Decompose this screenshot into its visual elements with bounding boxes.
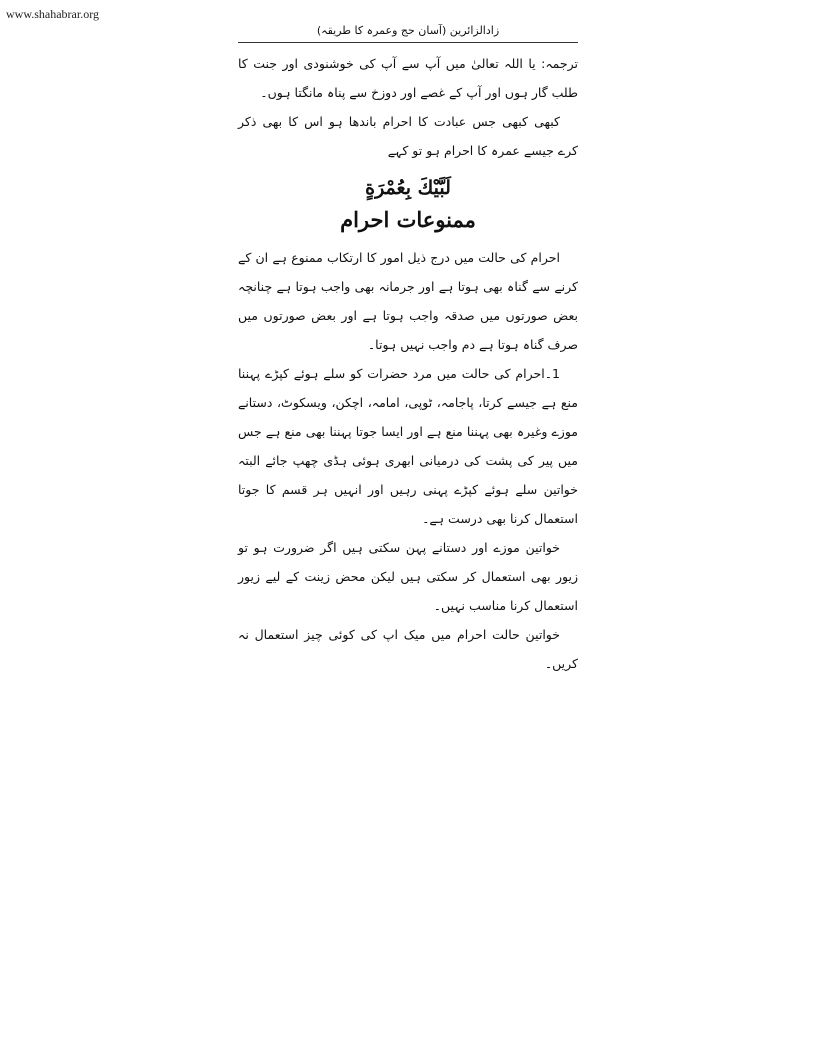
running-header: زادالزائرین (آسان حج وعمرہ کا طریقہ) xyxy=(316,24,500,37)
body-paragraph: خواتین حالت احرام میں میک اپ کی کوئی چیز استعمال نہ کریں۔ xyxy=(238,627,578,671)
site-url: www.shahabrar.org xyxy=(6,7,99,21)
header-rule xyxy=(238,42,578,43)
intention-paragraph: کبھی کبھی جس عبادت کا احرام باندھا ہو اس کا بھی ذکر کرے جیسے عمرہ کا احرام ہو تو کہے xyxy=(238,114,578,158)
body-paragraph: احرام کی حالت میں درج ذیل امور کا ارتکاب ممنوع ہے ان کے کرنے سے گناہ بھی ہوتا ہے اور جرمانہ بھی واجب ہوتا ہے چنانچہ بعض صورتوں میں صدقہ واجب ہوتا ہے اور بعض صورتوں میں صرف گناہ ہوتا ہے دم واجب نہیں ہوتا۔ xyxy=(238,250,578,352)
body-paragraph: 1۔احرام کی حالت میں مرد حضرات کو سلے ہوئے کپڑے پہننا منع ہے جیسے کرتا، پاجامہ، ٹوپی، امامہ، اچکن، ویسکوٹ، دستانے موزے وغیرہ بھی پہننا منع ہے اور ایسا جوتا پہننا بھی منع ہے جس میں پیر کی پشت کی درمیانی ابھری ہوئی ہڈی چھپ جائے البتہ خواتین سلے ہوئے کپڑے پہنی رہیں اور انہیں ہر قسم کا جوتا استعمال کرنا بھی درست ہے۔ xyxy=(238,366,578,526)
translation-paragraph: ترجمہ: یا اللہ تعالیٰ میں آپ سے آپ کی خوشنودی اور جنت کا طلب گار ہوں اور آپ کے غصے اور دوزخ سے پناہ مانگتا ہوں۔ xyxy=(238,56,578,100)
book-page xyxy=(238,22,578,678)
talbiyah-arabic: لَبَّيْكَ بِعُمْرَةٍ xyxy=(365,177,451,199)
section-title: ممنوعات احرام xyxy=(340,207,476,232)
body-paragraph: خواتین موزے اور دستانے پہن سکتی ہیں اگر ضرورت ہو تو زیور بھی استعمال کر سکتی ہیں لیکن محض زینت کے لیے زیور استعمال کرنا مناسب نہیں۔ xyxy=(238,540,578,613)
